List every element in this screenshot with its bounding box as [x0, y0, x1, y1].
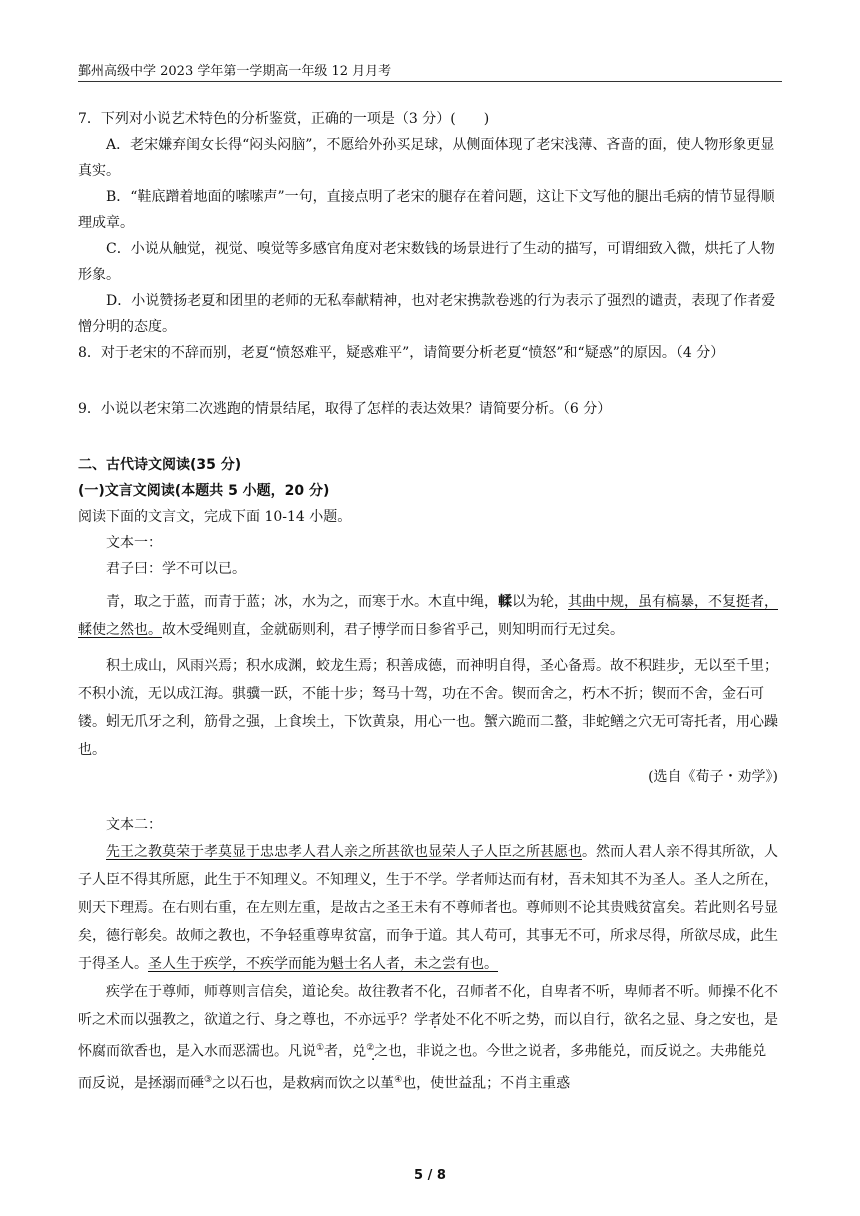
question-8: 8．对于老宋的不辞而别，老夏“愤怒难平，疑惑难平”，请简要分析老夏“愤怒”和“疑惑”的原因。（4 分） — [78, 345, 725, 361]
text-segment: 。然而人君人亲不得其所欲，人子人臣不得其所愿，此生于不知理义。不知理义，生于不学。学者师达而有材，吾未知其不为圣人。圣人之所在，则天下理焉。在右则右重，在左则左重，是故古之圣王未有不尊师者也。尊师则不论其贵贱贫富矣。若此则名号显矣，德行彰矣。故师之教也，不争轻重尊卑贫富，而争于道。其人苟可，其事无不可，所求尽得，所欲尽成，此生于得圣人。 — [78, 844, 778, 972]
text-2-label: 文本二： — [106, 817, 162, 833]
dotted-character: 子 — [358, 622, 372, 638]
question-7-option-b: B．“鞋底蹭着地面的嗦嗦声”一句，直接点明了老宋的腿存在着问题，这让下文写他的腿出毛病的情节显得顺理成章。 — [78, 189, 775, 231]
text-segment: 之也，非说之也。今世之说者，多弗能兑，而反说之。夫弗能兑而反说，是拯溺而硾 — [78, 1043, 767, 1092]
text-segment: 积土成山，风雨兴焉；积水成渊，蛟龙生焉；积善成德，而神明自得，圣心备焉。故不积 — [106, 658, 652, 674]
section-2-instruction: 阅读下面的文言文，完成下面 10-14 小题。 — [78, 509, 352, 525]
question-7-option-d: D．小说赞扬老夏和团里的老师的无私奉献精神，也对老宋携款卷逃的行为表示了强烈的谴责，表现了作者爱憎分明的态度。 — [78, 293, 776, 335]
text-2-paragraph-1 — [78, 838, 778, 978]
page-header: 鄞州高级中学 2023 学年第一学期高一年级 12 月月考 — [78, 64, 392, 79]
text-1-label: 文本一： — [106, 535, 162, 551]
footnote-marker: ④ — [394, 1074, 403, 1085]
text-segment: 者， — [324, 1043, 353, 1060]
footnote-marker: ② — [366, 1043, 375, 1053]
text-1-paragraph-2 — [78, 588, 778, 644]
dotted-character: 学 — [414, 1012, 428, 1028]
text-segment: 疾学在于尊师，师尊则言信矣，道论矣。故往教者不化，召师者不化，自卑者不听，卑师者不听。师操不化不听之术而以强教之，欲道之行、身之尊也，不亦远乎？ — [78, 984, 778, 1028]
text-1-source: (选自《荀子・劝学》) — [648, 769, 778, 785]
question-7-stem: 7．下列对小说艺术特色的分析鉴赏，正确的一项是（3 分）( ) — [78, 111, 490, 127]
text-segment: 輮 — [498, 594, 512, 610]
question-7-option-c: C．小说从触觉，视觉、嗅觉等多感官角度对老宋数钱的场景进行了生动的描写，可谓细致入微，烘托了人物形象。 — [78, 241, 775, 283]
question-9: 9．小说以老宋第二次逃跑的情景结尾，取得了怎样的表达效果？请简要分析。（6 分） — [78, 401, 612, 417]
text-segment: 也，使世益乱；不肖主重惑 — [402, 1075, 571, 1092]
spacer — [78, 790, 778, 812]
header-divider — [78, 81, 782, 82]
underlined-sentence: 先王之教莫荣于孝莫显于忠忠孝人君人亲之所甚欲也显荣人子人臣之所甚愿也 — [106, 844, 582, 860]
question-7-option-a: A．老宋嫌弃闺女长得“闷头闷脑”，不愿给外孙买足球，从侧面体现了老宋浅薄、吝啬的面，使人物形象更显真实。 — [78, 137, 775, 179]
text-segment: 者处不化不听之势，而以自行，欲名之显、身之安也，是怀腐而欲香也，是入水而恶濡也。凡说 — [78, 1012, 778, 1060]
text-segment: 之以石也，是救病而饮之以堇 — [212, 1075, 395, 1092]
page-body — [78, 106, 778, 1097]
text-segment: 青，取之于蓝，而青于蓝；冰，水为之，而寒于水。木直中绳， — [106, 594, 498, 610]
text-1-line-1: 君子曰：学不可以已。 — [106, 561, 246, 577]
underlined-sentence: 其曲中规，虽有槁暴，不复挺者，輮使之然也。 — [78, 594, 778, 638]
answer-space-8 — [78, 366, 778, 396]
footnote-marker: ① — [316, 1043, 325, 1053]
page-number: 5 / 8 — [414, 1168, 446, 1183]
text-segment: 故木受绳则直，金就砺则利，君 — [162, 622, 358, 638]
text-segment: 博学而日参省乎己，则知明而行无过矣。 — [372, 622, 624, 638]
section-2-subtitle: (一)文言文阅读(本题共 5 小题，20 分) — [78, 483, 330, 499]
text-1-paragraph-3 — [78, 652, 778, 764]
text-segment: 以为轮， — [512, 594, 568, 610]
section-2-title: 二、古代诗文阅读(35 分) — [78, 457, 242, 473]
text-segment: ，无以至千里；不积小流，无以成江海。骐骥一跃，不能十步；驽马十驾，功在不舍。锲而舍之，朽木不折；锲而不舍，金石可镂。蚓无爪牙之利，筋骨之强，上食埃土，下饮黄泉，用心一也。蟹六跪而二螯，非蛇鳝之穴无可寄托者，用心躁也。 — [78, 658, 778, 758]
footnote-marker: ③ — [204, 1074, 213, 1085]
text-2-paragraph-2 — [78, 978, 778, 1097]
underlined-sentence: 圣人生于疾学，不疾学而能为魁士名人者，未之尝有也。 — [148, 956, 498, 972]
dotted-character: 兑 — [352, 1043, 367, 1060]
dotted-character: 跬步 — [652, 658, 680, 674]
answer-space-9 — [78, 422, 778, 452]
